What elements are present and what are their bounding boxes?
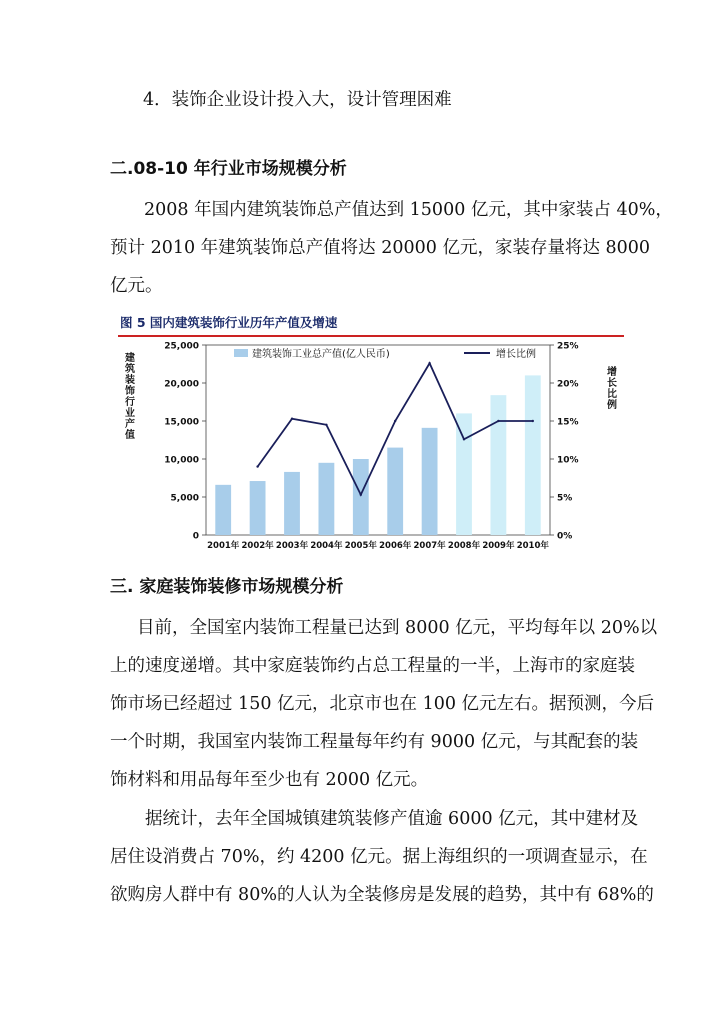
y-tick-label: 20,000 <box>164 379 199 390</box>
section-heading-market-size: 二.08-10 年行业市场规模分析 <box>110 159 347 179</box>
list-item-4: 4．装饰企业设计投入大，设计管理困难 <box>143 90 452 110</box>
y-tick-label: 5,000 <box>170 493 199 504</box>
axis-title-char: 筑 <box>125 364 135 375</box>
axis-title-char: 行 <box>125 397 135 408</box>
bar-2003年 <box>284 472 300 535</box>
y2-tick-label: 15% <box>557 417 579 428</box>
x-tick-label: 2009年 <box>482 541 515 551</box>
paragraph-line: 2008 年国内建筑装饰总产值达到 15000 亿元，其中家装占 40%， <box>144 200 673 220</box>
y2-tick-label: 5% <box>557 493 573 504</box>
figure-caption: 图 5 国内建筑装饰行业历年产值及增速 <box>120 315 338 330</box>
bar-2008年 <box>456 413 472 535</box>
y2-tick-label: 0% <box>557 531 573 542</box>
paragraph-line: 饰材料和用品每年至少也有 2000 亿元。 <box>110 770 429 790</box>
legend-bar-label: 建筑装饰工业总产值(亿人民币) <box>252 349 390 360</box>
y2-tick-label: 10% <box>557 455 579 466</box>
paragraph-line: 目前，全国室内装饰工程量已达到 8000 亿元，平均每年以 20%以 <box>137 618 658 638</box>
bar-2002年 <box>250 481 266 535</box>
paragraph-line: 上的速度递增。其中家庭装饰约占总工程量的一半，上海市的家庭装 <box>110 656 635 676</box>
growth-point <box>325 424 327 426</box>
legend-line-label: 增长比例 <box>496 349 536 360</box>
bar-2009年 <box>490 395 506 535</box>
x-tick-label: 2002年 <box>241 541 274 551</box>
growth-point <box>532 420 534 422</box>
paragraph-line: 预计 2010 年建筑装饰总产值将达 20000 亿元，家装存量将达 8000 <box>110 238 651 258</box>
growth-point <box>291 418 293 420</box>
y-tick-label: 10,000 <box>164 455 199 466</box>
growth-point <box>428 362 430 364</box>
paragraph-line: 饰市场已经超过 150 亿元，北京市也在 100 亿元左右。据预测，今后 <box>110 694 655 714</box>
paragraph-line: 欲购房人群中有 80%的人认为全装修房是发展的趋势，其中有 68%的 <box>110 885 654 905</box>
growth-point <box>256 465 258 467</box>
axis-title-char: 产 <box>125 419 135 430</box>
bar-series <box>215 375 540 535</box>
growth-point <box>463 438 465 440</box>
section-heading-home-decoration: 三. 家庭装饰装修市场规模分析 <box>110 577 344 597</box>
axis-title-char: 业 <box>125 408 135 419</box>
x-tick-label: 2004年 <box>310 541 343 551</box>
bar-2005年 <box>353 459 369 535</box>
y-tick-label: 15,000 <box>164 417 199 428</box>
x-tick-label: 2001年 <box>207 541 240 551</box>
x-tick-label: 2003年 <box>275 541 309 551</box>
y-tick-label: 25,000 <box>164 341 199 352</box>
bar-2010年 <box>525 375 541 535</box>
x-tick-label: 2006年 <box>379 541 412 551</box>
x-tick-label: 2005年 <box>344 541 377 551</box>
legend-bar-swatch <box>234 349 248 357</box>
axis-title-char: 比 <box>607 389 617 400</box>
x-tick-label: 2010年 <box>516 541 549 551</box>
paragraph-line: 居住设消费占 70%，约 4200 亿元。据上海组织的一项调查显示，在 <box>110 847 648 867</box>
y-tick-label: 0 <box>192 531 199 542</box>
figure-chart <box>118 313 624 559</box>
axis-title-char: 建 <box>125 353 135 364</box>
growth-point <box>394 420 396 422</box>
paragraph-line: 一个时期，我国室内装饰工程量每年约有 9000 亿元，与其配套的装 <box>110 732 639 752</box>
axis-title-char: 增 <box>607 367 617 378</box>
bar-2007年 <box>422 428 438 535</box>
bar-2006年 <box>387 448 403 535</box>
x-tick-label: 2008年 <box>447 541 481 551</box>
chart-svg <box>118 313 624 559</box>
bar-2004年 <box>318 463 334 535</box>
growth-point <box>497 420 499 422</box>
legend <box>234 347 536 360</box>
bar-2001年 <box>215 485 231 535</box>
paragraph-line: 据统计，去年全国城镇建筑装修产值逾 6000 亿元，其中建材及 <box>145 809 639 829</box>
y2-tick-label: 25% <box>557 341 579 352</box>
axis-title-char: 例 <box>607 400 617 411</box>
axis-title-char: 饰 <box>125 386 135 397</box>
x-tick-label: 2007年 <box>413 541 446 551</box>
growth-point <box>360 494 362 496</box>
y-axis-title <box>124 351 135 441</box>
axis-title-char: 长 <box>607 378 617 389</box>
y2-axis-title <box>607 365 617 411</box>
axis-title-char: 值 <box>125 430 135 441</box>
y2-tick-label: 20% <box>557 379 579 390</box>
axis-title-char: 装 <box>125 375 135 386</box>
paragraph-line: 亿元。 <box>110 276 163 296</box>
